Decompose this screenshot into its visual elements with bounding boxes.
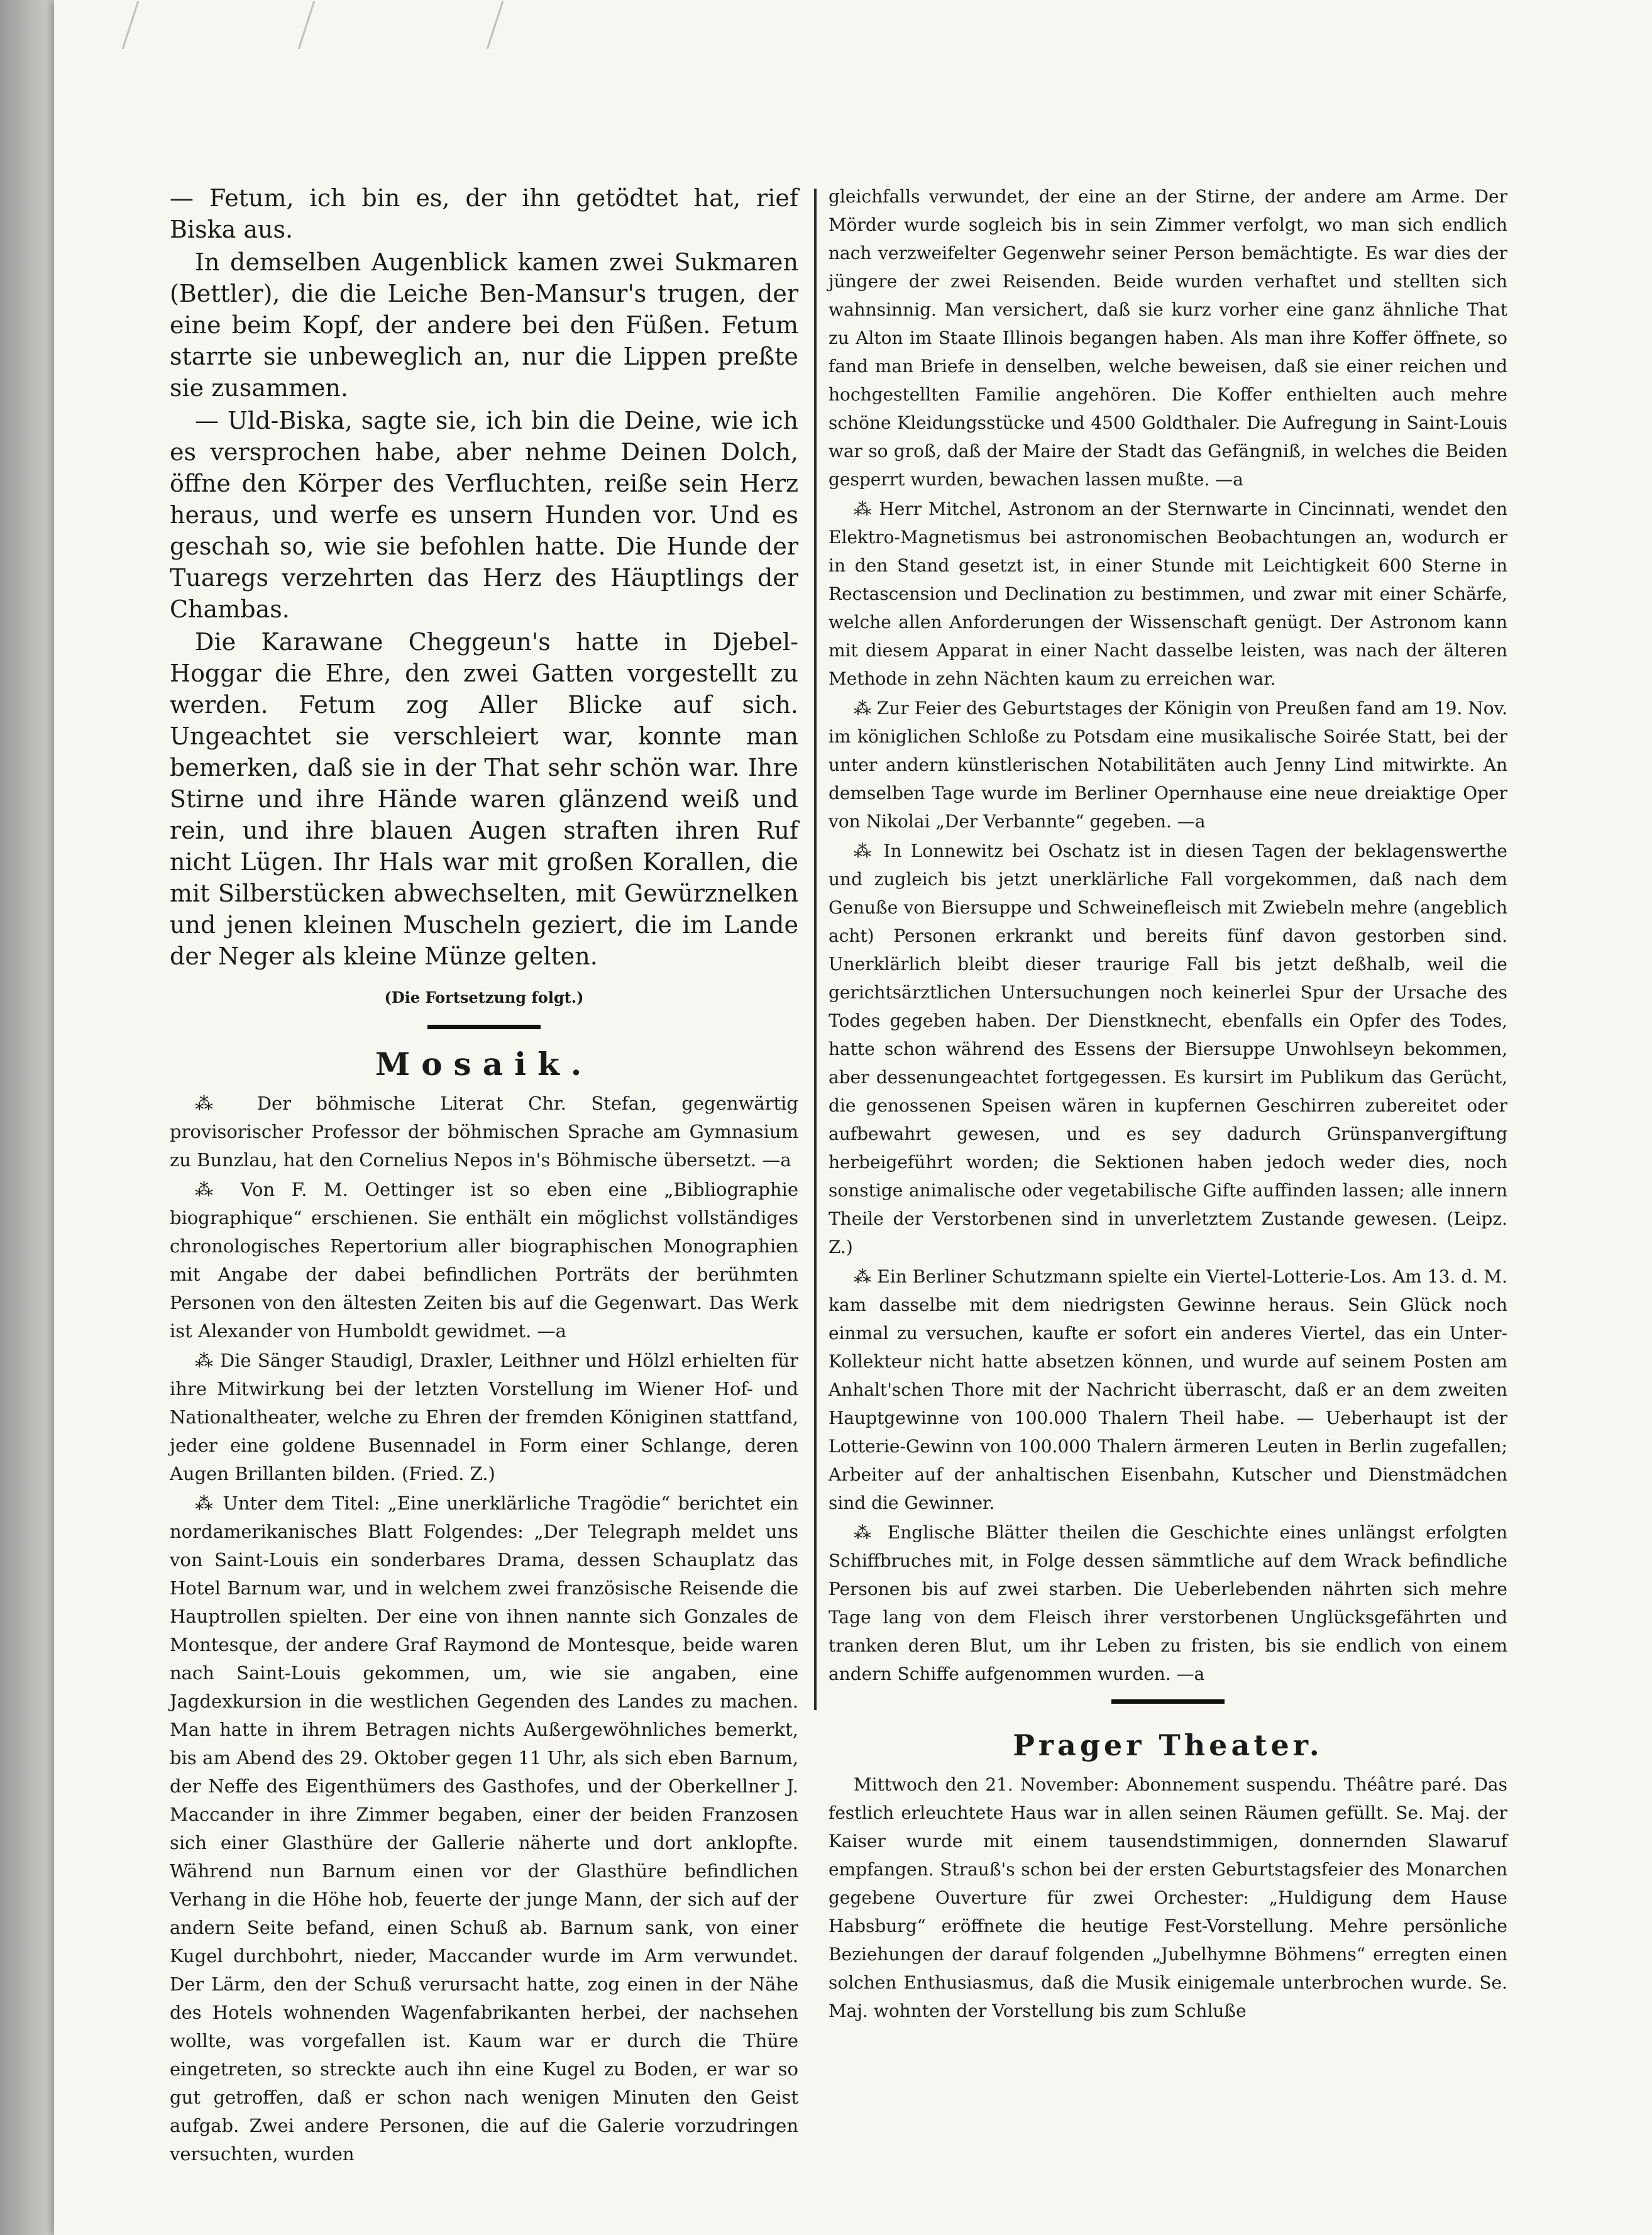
mosaic-item: ⁂ Zur Feier des Geburtstages der Königin von Preußen fand am 19. Nov. im königlichen Schloße zu Potsdam eine musikalische Soirée Statt, bei der unter andern künstlerischen Notabilitäten auch Jenny Lind mitwirkte. An demselben Tage wurde im Berliner Opernhause eine neue dreiaktige Oper von Nikolai „Der Verbannte“ gegeben. —a [829, 698, 1507, 832]
story-paragraph: Die Karawane Cheggeun's hatte in Djebel-Hoggar die Ehre, den zwei Gatten vorgestellt zu werden. Fetum zog Aller Blicke auf sich. Ungeachtet sie verschleiert war, konnte man bemerken, daß sie in der That sehr schön war. Ihre Stirne und ihre Hände waren glänzend weiß und rein, und ihre blauen Augen straften ihren Ruf nicht Lügen. Ihr Hals war mit großen Korallen, die mit Silberstücken abwechselten, mit Gewürznelken und jenen kleinen Muscheln geziert, die im Lande der Neger als kleine Münze gelten. [170, 628, 798, 970]
scan-artifact [487, 1, 504, 49]
column-divider [814, 189, 817, 1710]
theatre-title: Prager Theater. [1013, 1728, 1323, 1762]
right-column [829, 182, 1507, 2025]
story-paragraph: — Uld-Biska, sagte sie, ich bin die Deine, wie ich es versprochen habe, aber nehme Deinen Dolch, öffne den Körper des Verfluchten, reiße sein Herz heraus, und werfe es unsern Hunden vor. Und es geschah so, wie sie befohlen hatte. Die Hunde der Tuaregs verzehrten das Herz des Häuptlings der Chambas. [170, 407, 798, 623]
story-paragraph: — Fetum, ich bin es, der ihn getödtet hat, rief Biska aus. [170, 184, 798, 243]
scan-artifact [298, 1, 316, 49]
book-spine [0, 0, 54, 2235]
story-paragraph: In demselben Augenblick kamen zwei Sukmaren (Bettler), die die Leiche Ben-Mansur's trugen, der eine beim Kopf, der andere bei den Füßen. Fetum starrte sie unbeweglich an, nur die Lippen preßte sie zusammen. [170, 248, 798, 402]
section-rule [427, 1025, 541, 1029]
mosaic-title: Mosaik. [375, 1046, 593, 1083]
mosaic-item: ⁂ Von F. M. Oettinger ist so eben eine „Bibliographie biographique“ erschienen. Sie enthält ein möglichst vollständiges chronologisches Repertorium aller biographischen Monographien mit Angabe der dabei befindlichen Porträts der berühmten Personen von den ältesten Zeiten bis auf die Gegenwart. Das Werk ist Alexander von Humboldt gewidmet. —a [170, 1179, 798, 1342]
continuation-note: (Die Fortsetzung folgt.) [384, 988, 584, 1007]
mosaic-item: ⁂ Die Sänger Staudigl, Draxler, Leithner und Hölzl erhielten für ihre Mitwirkung bei der letzten Vorstellung im Wiener Hof- und Nationaltheater, welche zu Ehren der fremden Königinen stattfand, jeder eine goldene Busennadel in Form einer Schlange, deren Augen Brillanten bilden. (Fried. Z.) [170, 1350, 798, 1484]
mosaic-item: ⁂ In Lonnewitz bei Oschatz ist in diesen Tagen der beklagenswerthe und zugleich bis jetzt unerklärliche Fall vorgekommen, daß nach dem Genuße von Biersuppe und Schweinefleisch mit Zwiebeln mehre (angeblich acht) Personen erkrankt und bereits fünf davon gestorben sind. Unerklärlich bleibt dieser traurige Fall bis jetzt deßhalb, weil die gerichtsärztlichen Untersuchungen noch keinerlei Spur der Ursache des Todes gegeben haben. Der Dienstknecht, ebenfalls ein Opfer des Todes, hatte schon während des Essens der Biersuppe Unwohlseyn bekommen, aber dessenungeachtet fortgegessen. Es kursirt im Publikum das Gerücht, die genossenen Speisen wären in kupfernen Geschirren zubereitet oder aufbewahrt gewesen, und es sey dadurch Grünspanvergiftung herbeigeführt worden; die Sektionen haben jedoch weder dies, noch sonstige animalische oder vegetabilische Gifte auffinden lassen; alle innern Theile der Verstorbenen sind in unverletztem Zustande gewesen. (Leipz. Z.) [829, 841, 1507, 1257]
mosaic-item: ⁂ Ein Berliner Schutzmann spielte ein Viertel-Lotterie-Los. Am 13. d. M. kam dasselbe mit dem niedrigsten Gewinne heraus. Sein Glück noch einmal zu versuchen, kaufte er sofort ein anderes Viertel, das ein Unter-Kollekteur nicht hatte absetzen können, und wurde auf seinem Posten am Anhalt'schen Thore mit der Nachricht überrascht, daß er an dem zweiten Hauptgewinne von 100.000 Thalern Theil habe. — Ueberhaupt ist der Lotterie-Gewinn von 100.000 Thalern ärmeren Leuten in Berlin zugefallen; Arbeiter auf der anhaltischen Eisenbahn, Kutscher und Dienstmädchen sind die Gewinner. [829, 1266, 1507, 1513]
mosaic-item: gleichfalls verwundet, der eine an der Stirne, der andere am Arme. Der Mörder wurde sogleich bis in sein Zimmer verfolgt, wo man sich endlich nach verzweifelter Gegenwehr seiner Person bemächtigte. Es war dies der jüngere der zwei Reisenden. Beide wurden verhaftet und stellten sich wahnsinnig. Man versichert, daß sie kurz vorher eine ganz ähnliche That zu Alton im Staate Illinois begangen haben. Als man ihre Koffer öffnete, so fand man Briefe in denselben, welche beweisen, daß sie einer reichen und hochgestellten Familie angehören. Die Koffer enthielten auch mehre schöne Kleidungsstücke und 4500 Goldthaler. Die Aufregung in Saint-Louis war so groß, daß der Maire der Stadt das Gefängniß, in welches die Beiden gesperrt wurden, bewachen lassen mußte. —a [829, 186, 1507, 490]
mosaic-item: ⁂ Der böhmische Literat Chr. Stefan, gegenwärtig provisorischer Professor der böhmischen Sprache am Gymnasium zu Bunzlau, hat den Cornelius Nepos in's Böhmische übersetzt. —a [170, 1093, 798, 1171]
mosaic-item: ⁂ Herr Mitchel, Astronom an der Sternwarte in Cincinnati, wendet den Elektro-Magnetismus bei astronomischen Beobachtungen an, wodurch er in den Stand gesetzt ist, in einer Stunde mit Leichtigkeit 600 Sterne in Rectascension und Declination zu bestimmen, und zwar mit einer Schärfe, welche allen Anforderungen der Wissenschaft genügt. Der Astronom kann mit diesem Apparat in einer Nacht dasselbe leisten, was nach der älteren Methode in zehn Nächten kaum zu erreichen war. [829, 499, 1507, 689]
section-rule [1111, 1699, 1225, 1704]
mosaic-item: ⁂ Englische Blätter theilen die Geschichte eines unlängst erfolgten Schiffbruches mit, in Folge dessen sämmtliche auf dem Wrack befindliche Personen bis auf zwei starben. Die Ueberlebenden nährten sich mehre Tage lang von dem Fleisch ihrer verstorbenen Unglücksgefährten und tranken deren Blut, um ihr Leben zu fristen, bis sie endlich von einem andern Schiffe aufgenommen wurden. —a [829, 1522, 1507, 1684]
theatre-text: Mittwoch den 21. November: Abonnement suspendu. Théâtre paré. Das festlich erleuchtete Haus war in allen seinen Räumen gefüllt. Se. Maj. der Kaiser wurde mit einem tausendstimmigen, donnernden Slawaruf empfangen. Strauß's schon bei der ersten Geburtstagsfeier des Monarchen gegebene Ouverture für zwei Orchester: „Huldigung dem Hause Habsburg“ eröffnete die heutige Fest-Vorstellung. Mehre persönliche Beziehungen der darauf folgenden „Jubelhymne Böhmens“ erregten einen solchen Enthusiasmus, daß die Musik einigemale unterbrochen wurde. Se. Maj. wohnten der Vorstellung bis zum Schluße [829, 1774, 1507, 2021]
mosaic-item: ⁂ Unter dem Titel: „Eine unerklärliche Tragödie“ berichtet ein nordamerikanisches Blatt Folgendes: „Der Telegraph meldet uns von Saint-Louis ein sonderbares Drama, dessen Schauplatz das Hotel Barnum war, und in welchem zwei französische Reisende die Hauptrollen spielten. Der eine von ihnen nannte sich Gonzales de Montesque, der andere Graf Raymond de Montesque, beide waren nach Saint-Louis gekommen, um, wie sie angaben, eine Jagdexkursion in die westlichen Gegenden des Landes zu machen. Man hatte in ihrem Betragen nichts Außergewöhnliches bemerkt, bis am Abend des 29. Oktober gegen 11 Uhr, als sich eben Barnum, der Neffe des Eigenthümers des Gasthofes, und der Oberkellner J. Maccander in ihre Zimmer begaben, einer der beiden Franzosen sich einer Glasthüre der Gallerie näherte und dort anklopfte. Während nun Barnum einen vor der Glasthüre befindlichen Verhang in die Höhe hob, feuerte der junge Mann, der sich auf der andern Seite befand, einen Schuß ab. Barnum sank, von einer Kugel durchbohrt, nieder, Maccander wurde im Arm verwundet. Der Lärm, den der Schuß verursacht hatte, zog einen in der Nähe des Hotels wohnenden Wagenfabrikanten herbei, der nachsehen wollte, was vorgefallen ist. Kaum war er durch die Thüre eingetreten, so streckte auch ihn eine Kugel zu Boden, er war so gut getroffen, daß er schon nach wenigen Minuten den Geist aufgab. Zwei andere Personen, die auf die Galerie vorzudringen versuchten, wurden [170, 1493, 798, 2165]
scan-artifact [122, 1, 140, 49]
left-column [170, 182, 798, 2168]
